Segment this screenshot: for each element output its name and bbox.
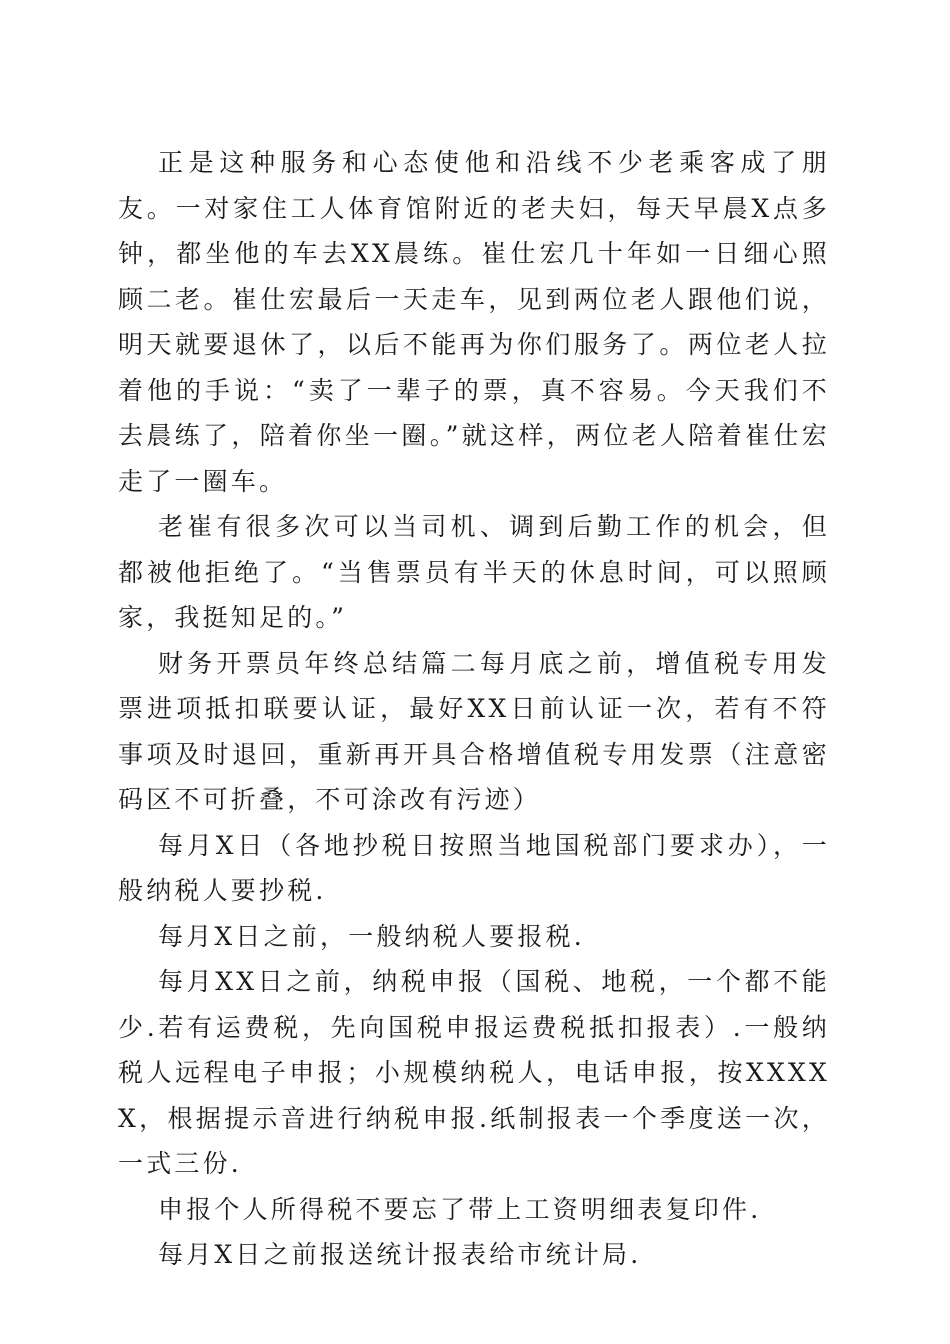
paragraph-retiring-conductor: 正是这种服务和心态使他和沿线不少老乘客成了朋友。一对家住工人体育馆附近的老夫妇，每天早晨X点多钟，都坐他的车去XX晨练。崔仕宏几十年如一日细心照顾二老。崔仕宏最后一天走车，见到两位老人跟他们说，明天就要退休了，以后不能再为你们服务了。两位老人拉着他的手说：“卖了一辈子的票，真不容易。今天我们不去晨练了，陪着你坐一圈。”就这样，两位老人陪着崔仕宏走了一圈车。	[118, 148, 830, 496]
paragraph-income-tax: 申报个人所得税不要忘了带上工资明细表复印件.	[158, 1194, 762, 1224]
paragraph-tax-report: 每月X日之前，一般纳税人要报税.	[158, 921, 585, 951]
paragraph-invoice-certification: 财务开票员年终总结篇二每月底之前，增值税专用发票进项抵扣联要认证，最好XX日前认证一次，若有不符事项及时退回，重新再开具合格增值税专用发票（注意密码区不可折叠，不可涂改有污迹）	[118, 648, 830, 814]
paragraph-tax-copy: 每月X日（各地抄税日按照当地国税部门要求办），一般纳税人要抄税.	[118, 830, 830, 905]
document-body	[118, 140, 830, 1278]
paragraph-tax-declaration: 每月XX日之前，纳税申报（国税、地税，一个都不能少.若有运费税，先向国税申报运费税抵扣报表）.一般纳税人远程电子申报；小规模纳税人，电话申报，按XXXXX，根据提示音进行纳税申报.纸制报表一个季度送一次，一式三份.	[118, 967, 830, 1178]
paragraph-declined-transfer: 老崔有很多次可以当司机、调到后勤工作的机会，但都被他拒绝了。“当售票员有半天的休息时间，可以照顾家，我挺知足的。”	[118, 512, 830, 632]
paragraph-statistics-report: 每月X日之前报送统计报表给市统计局.	[158, 1240, 642, 1269]
